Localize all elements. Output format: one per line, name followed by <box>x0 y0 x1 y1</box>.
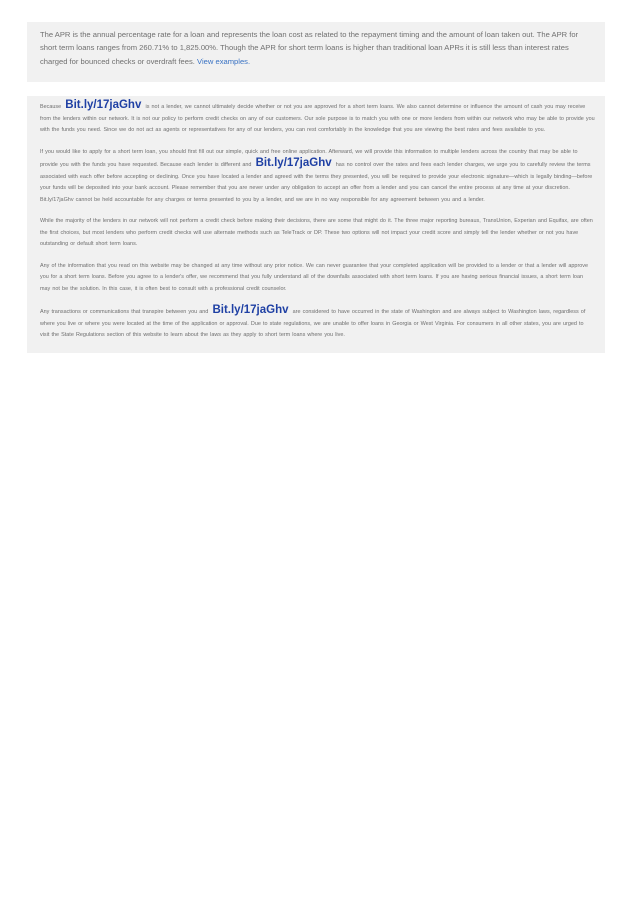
paragraph-changes: Any of the information that you read on this website may be changed at any time without any prior notice. We can never guarantee that your completed application will be provided to a lender or that a lender will approve you for a short term loans. Before you agree to a lender's offer, we recommend that you fully understand all of the downfalls associated with short term loans. If you are having serious financial issues, a short term loan may not be the solution. In this case, it is often best to consult with a professional credit counselor. <box>40 262 589 292</box>
apr-text: The APR is the annual percentage rate for a loan and represents the loan cost as related to the repayment timing and the amount of loan taken out. The APR for short term loans ranges from 260.71% to 1,825.00%. Though the APR for short term loans is higher than traditional loan APRs it is still less than interest rates charged for bounced checks or overdraft fees. <box>40 30 579 66</box>
disclaimer-text <box>40 100 595 352</box>
view-examples-link[interactable]: View examples. <box>197 56 251 66</box>
paragraph-jurisdiction <box>40 305 595 342</box>
paragraph-text: Because <box>40 104 62 110</box>
paragraph-text: is not a lender, we cannot ultimately decide whether or not you are approved for a short term loans. We also cannot determine or influence the amount of cash you may receive from the lenders within our network. It is not our policy to perform credit checks on any of our customers. Our sole purpose is to match you with one or more lenders from within our network who may be able to provide you with the funds you need. Since we do not act as agents or representatives for any of our lenders, you can rest comfortably in the knowledge that you are viewing the best rates and fees available to you. <box>40 104 595 133</box>
paragraph-credit-checks: While the majority of the lenders in our network will not perform a credit check before making their decisions, there are some that might do it. The three major reporting bureaus, TransUnion, Experian and Equifax, are often the first choices, but most lenders who perform credit checks will use alternate methods such as TeleTrack or DP. These two options will not impact your credit score and simply tell the lender whether or not you have outstanding or default short term loans. <box>40 218 593 247</box>
short-link: Bit.ly/17jaGhv <box>212 304 289 316</box>
paragraph-apply <box>40 147 595 207</box>
short-link: Bit.ly/17jaGhv <box>255 157 332 169</box>
apr-paragraph <box>40 28 595 68</box>
paragraph-lender-role <box>40 100 595 137</box>
paragraph-text: If you would like to apply for a short term loan, you should first fill out our simple, quick and free online application. Afterward, we will provide this information to multiple lenders across the country that may be able to provide you with the funds you have requested. Because each lender is different and <box>40 148 578 168</box>
paragraph-text: has no control over the rates and fees each lender charges, we urge you to carefully review the terms associated with each offer before accepting or declining. Once you have located a lender and agreed with the terms they presented, you will be required to provide your electronic signature—which is legally binding—before your funds will be deposited into your bank account. Please remember that you are never under any obligation to accept an offer from a lender and you can cancel the entire process at any time at your discretion. Bit.ly/17jaGhv cannot be held accountable for any charges or terms presented to you by a lender, and we are in no way responsible for any agreement between you and a lender. <box>40 162 593 203</box>
short-link: Bit.ly/17jaGhv <box>65 99 142 111</box>
paragraph-text: are considered to have occurred in the state of Washington and are always subject to Washington laws, regardless of where you live or where you were located at the time of the application or approval. Due to state regulations, we are unable to offer loans in Georgia or West Virginia. For consumers in all other states, you are urged to visit the State Regulations section of this website to learn about the laws as they apply to short term loans where you live. <box>40 309 586 338</box>
paragraph-text: Any transactions or communications that transpire between you and <box>40 309 209 315</box>
